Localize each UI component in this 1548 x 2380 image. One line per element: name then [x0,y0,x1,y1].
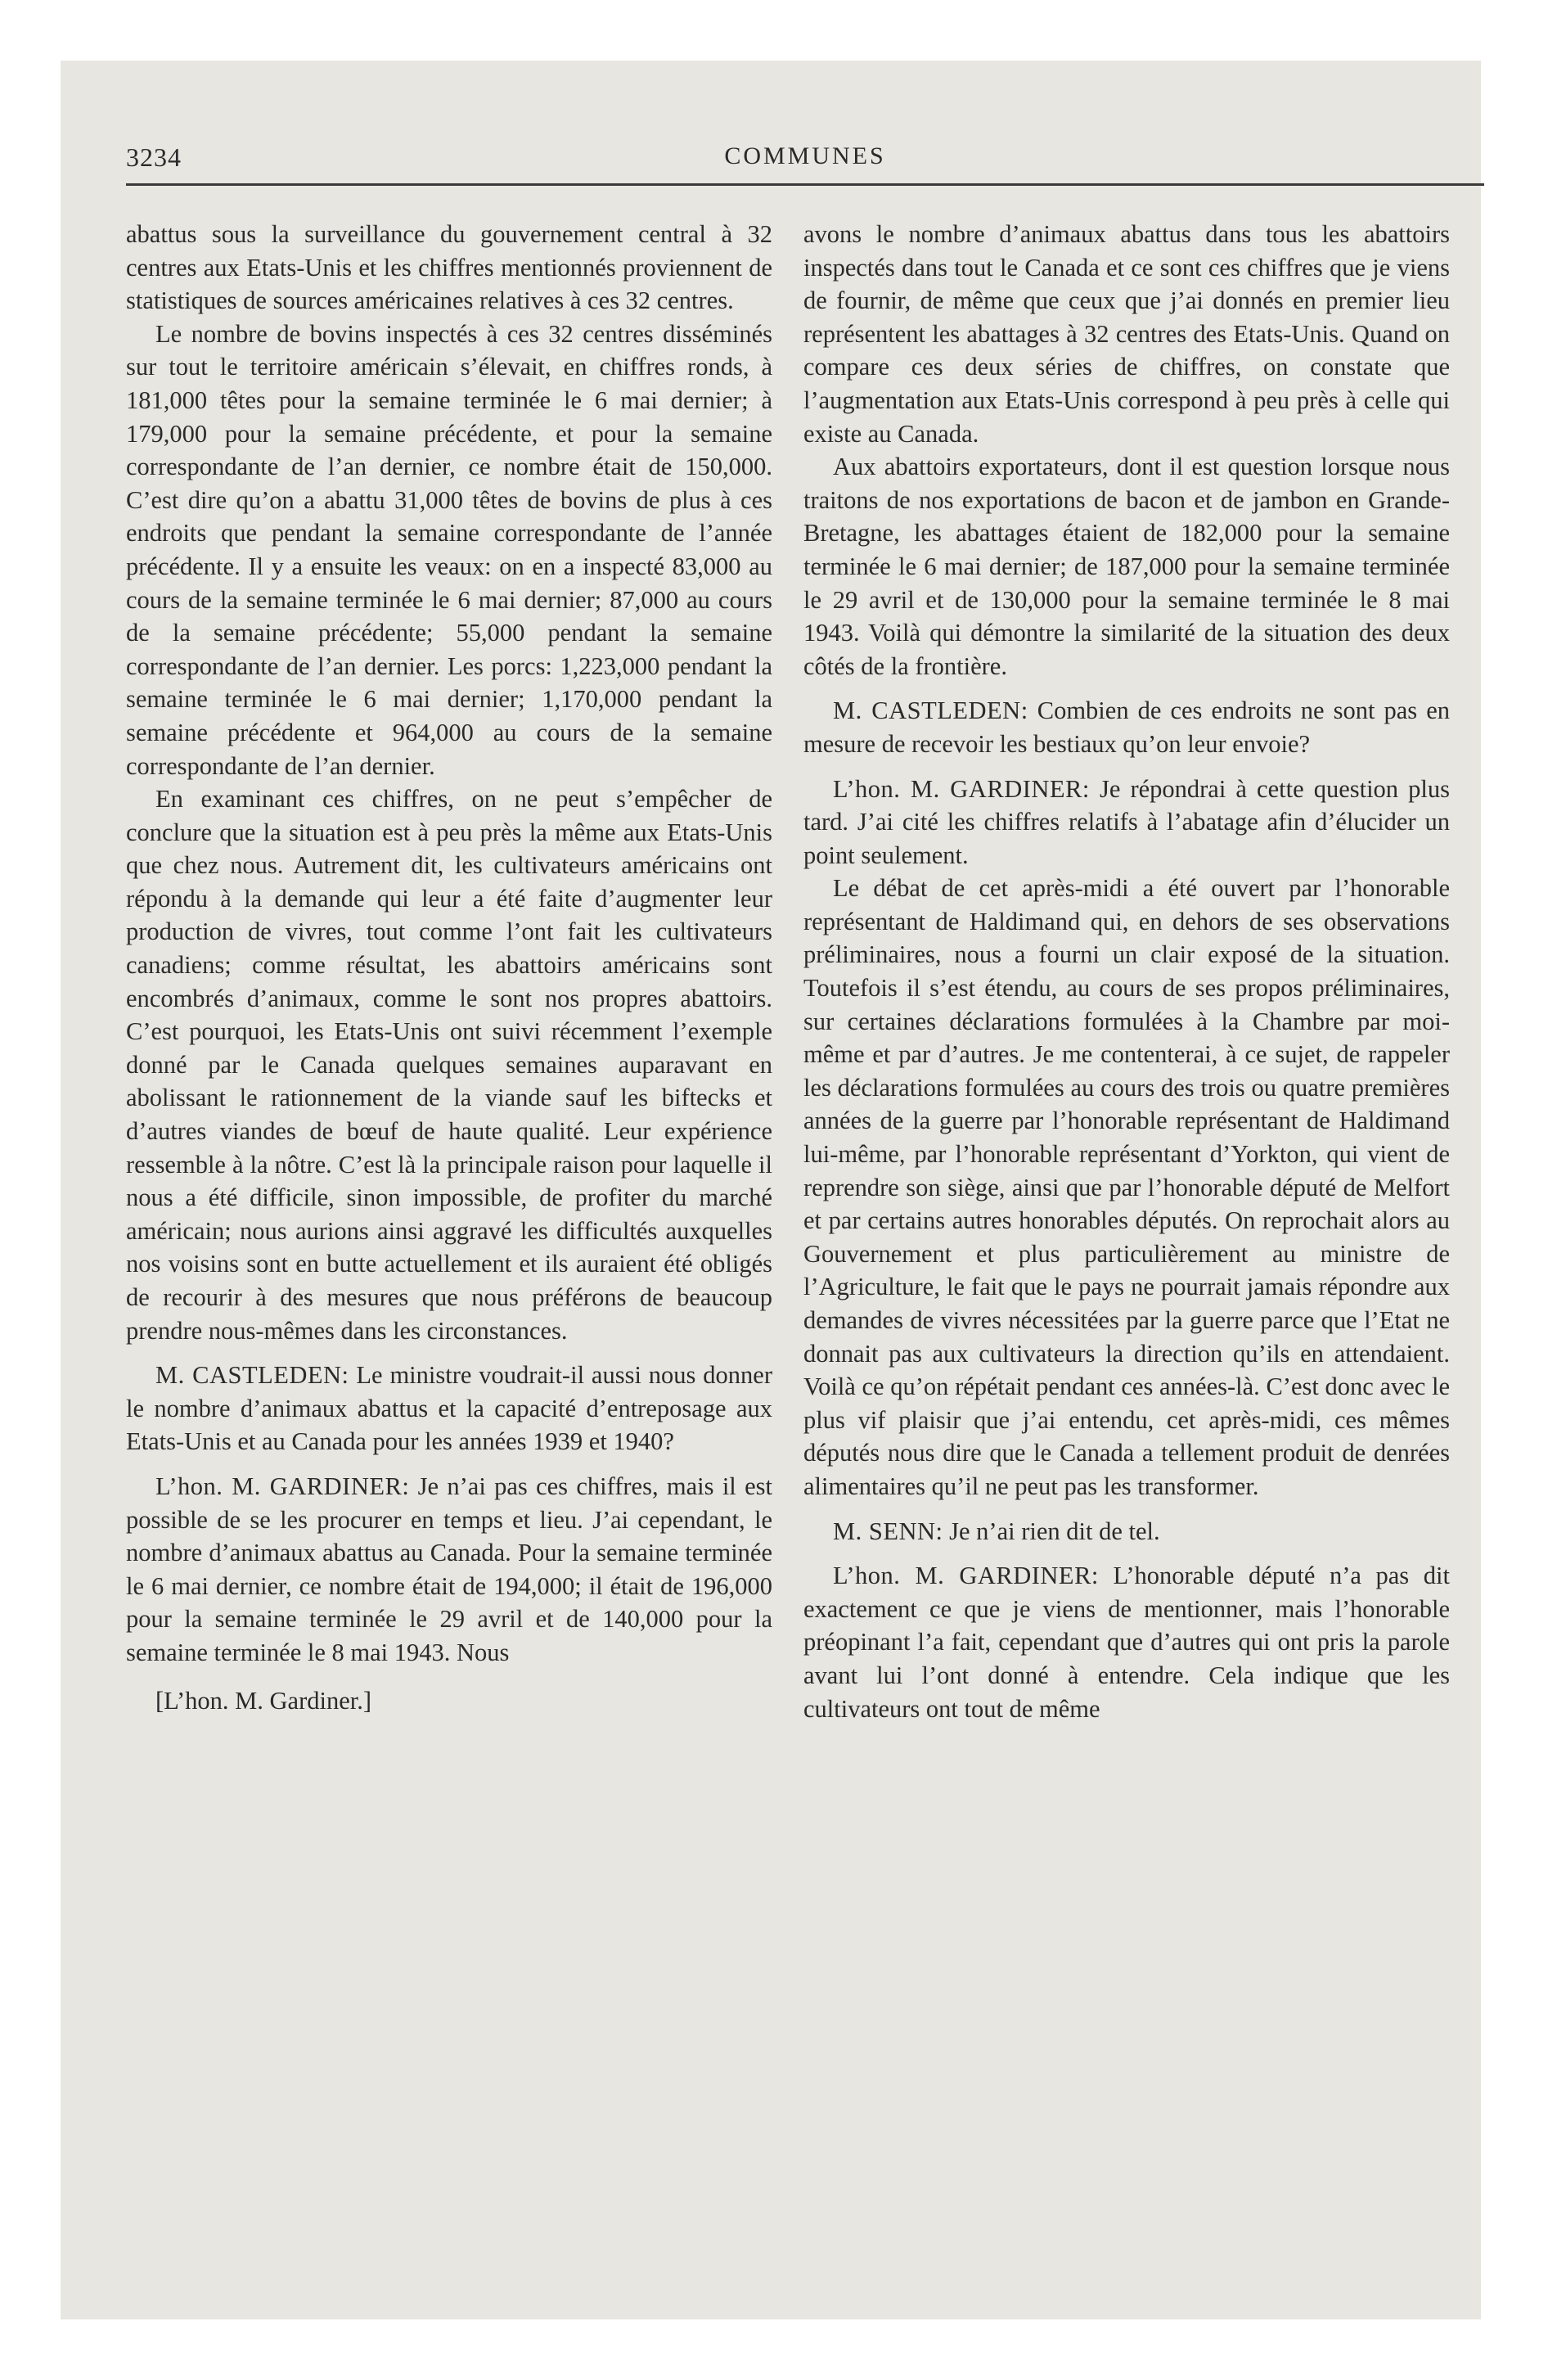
speaker-name: M. SENN: [833,1517,943,1545]
speech-castleden [803,694,1450,760]
speaker-name: L’hon. M. GARDINER: [155,1472,410,1500]
paragraph: Aux abattoirs exportateurs, dont il est question lorsque nous traitons de nos exportations de bacon et de jambon en Grande-Bretagne, les abattages étaient de 182,000 pour la semaine terminée le 6 mai dernier; de 187,000 pour la semaine terminée le 29 avril et de 130,000 pour la semaine terminée le 8 mai 1943. Voilà qui démontre la similarité de la situation des deux côtés de la frontière. [803,453,1450,680]
paragraph: Le nombre de bovins inspectés à ces 32 centres disséminés sur tout le territoire américain s’élevait, en chiffres ronds, à 181,000 têtes pour la semaine terminée le 6 mai dernier; à 179,000 pour la semaine précédente, et pour la semaine correspondante de l’an dernier, ce nombre était de 150,000. C’est dire qu’on a abattu 31,000 têtes de bovins de plus à ces endroits que pendant la semaine correspondante de l’année précédente. Il y a ensuite les veaux: on en a inspecté 83,000 au cours de la semaine terminée le 6 mai dernier; 87,000 au cours de la semaine précédente; 55,000 pendant la semaine correspondante de l’an dernier. Les porcs: 1,223,000 pendant la semaine terminée le 6 mai dernier; 1,170,000 pendant la semaine précédente et 964,000 au cours de la semaine correspondante de l’an dernier. [126,319,772,780]
speaker-name: M. CASTLEDEN: [833,696,1028,725]
speech-castleden [126,1359,772,1458]
footer-attribution: [L’hon. M. Gardiner.] [155,1686,372,1715]
document-page [61,61,1481,2319]
speech-text: Combien de ces endroits ne sont pas en mesure de recevoir les bestiaux qu’on leur envoie? [803,696,1450,758]
speech-text: Je n’ai pas ces chiffres, mais il est possible de se les procurer en temps et lieu. J’ai cependant, le nombre d’animaux abattus au Canada. Pour la semaine terminée le 6 mai dernier, ce nombre était de 194,000; il était de 196,000 pour la semaine terminée le 29 avril et de 140,000 pour la semaine terminée le 8 mai 1943. Nous [126,1472,772,1666]
speech-gardiner [126,1470,772,1670]
speaker-name: L’hon. M. GARDINER: [833,1562,1099,1590]
header-rule [126,183,1484,186]
paragraph: avons le nombre d’animaux abattus dans tous les abattoirs inspectés dans tout le Canada et ce sont ces chiffres que je viens de fournir, de même que ceux que j’ai donnés en premier lieu représentent les abattages à 32 centres des Etats-Unis. Quand on compare ces deux séries de chiffres, on constate que l’augmentation aux Etats-Unis correspond à peu près à celle qui existe au Canada. [803,220,1450,448]
paragraph: Le débat de cet après-midi a été ouvert par l’honorable représentant de Haldimand qui, en dehors de ses observations préliminaires, nous a fourni un clair exposé de la situation. Toutefois il s’est étendu, au cours de ses propos préliminaires, sur certaines déclarations formulées à la Chambre par moi-même et par d’autres. Je me contenterai, à ce sujet, de rappeler les déclarations formulées au cours des trois ou quatre premières années de la guerre par l’honorable représentant de Haldimand lui-même, par l’honorable représentant d’Yorkton, qui vient de reprendre son siège, ainsi que par l’honorable député de Melfort et par certains autres honorables députés. On reprochait alors au Gouvernement et plus particulièrement au ministre de l’Agriculture, le fait que le pays ne pourrait jamais répondre aux demandes de vivres nécessitées par la guerre parce que l’Etat ne donnait pas aux cultivateurs la direction qu’ils en attendaient. Voilà ce qu’on répétait pendant ces années-là. C’est donc avec le plus vif plaisir que j’ai entendu, cet après-midi, ces mêmes députés nous dire que le Canada a tellement produit de denrées alimentaires qu’il ne peut pas les transformer. [803,874,1450,1500]
speech-gardiner [803,1559,1450,1725]
speech-gardiner [803,773,1450,872]
speech-text: Le ministre voudrait-il aussi nous donner le nombre d’animaux abattus et la capacité d’entreposage aux Etats-Unis et au Canada pour les années 1939 et 1940? [126,1361,773,1456]
speech-senn [803,1515,1450,1548]
page-number: 3234 [126,142,182,172]
right-column [803,218,1450,1725]
speaker-name: M. CASTLEDEN: [155,1361,349,1390]
paragraph: abattus sous la surveillance du gouvernement central à 32 centres aux Etats-Unis et les chiffres mentionnés proviennent de statistiques de sources américaines relatives à ces 32 centres. [126,220,772,315]
running-head: COMMUNES [724,142,886,169]
speech-text: Je répondrai à cette question plus tard. J’ai cité les chiffres relatifs à l’abatage afin d’élucider un point seulement. [803,774,1450,869]
speech-text: L’honorable député n’a pas dit exactement ce que je viens de mentionner, mais l’honorable préopinant l’a fait, cependant que d’autres qui ont pris la parole avant lui l’ont donné à entendre. Cela indique que les cultivateurs ont tout de même [803,1562,1450,1723]
left-column [126,218,772,1717]
speaker-name: L’hon. M. GARDINER: [833,774,1090,803]
speech-text: Je n’ai rien dit de tel. [943,1517,1160,1545]
paragraph: En examinant ces chiffres, on ne peut s’empêcher de conclure que la situation est à peu près la même aux Etats-Unis que chez nous. Autrement dit, les cultivateurs américains ont répondu à la demande qui leur a été faite d’augmenter leur production de vivres, tout comme l’ont fait les cultivateurs canadiens; comme résultat, les abattoirs américains sont encombrés d’animaux, comme le sont nos propres abattoirs. C’est pourquoi, les Etats-Unis ont suivi récemment l’exemple donné par le Canada quelques semaines auparavant en abolissant le rationnement de la viande sauf les biftecks et d’autres viandes de bœuf de haute qualité. Leur expérience ressemble à la nôtre. C’est là la principale raison pour laquelle il nous a été difficile, sinon impossible, de profiter du marché américain; nous aurions ainsi aggravé les difficultés auxquelles nos voisins sont en butte actuellement et ils auraient été obligés de recourir à des mesures que nous préférons de beaucoup prendre nous-mêmes dans les circonstances. [126,785,772,1345]
